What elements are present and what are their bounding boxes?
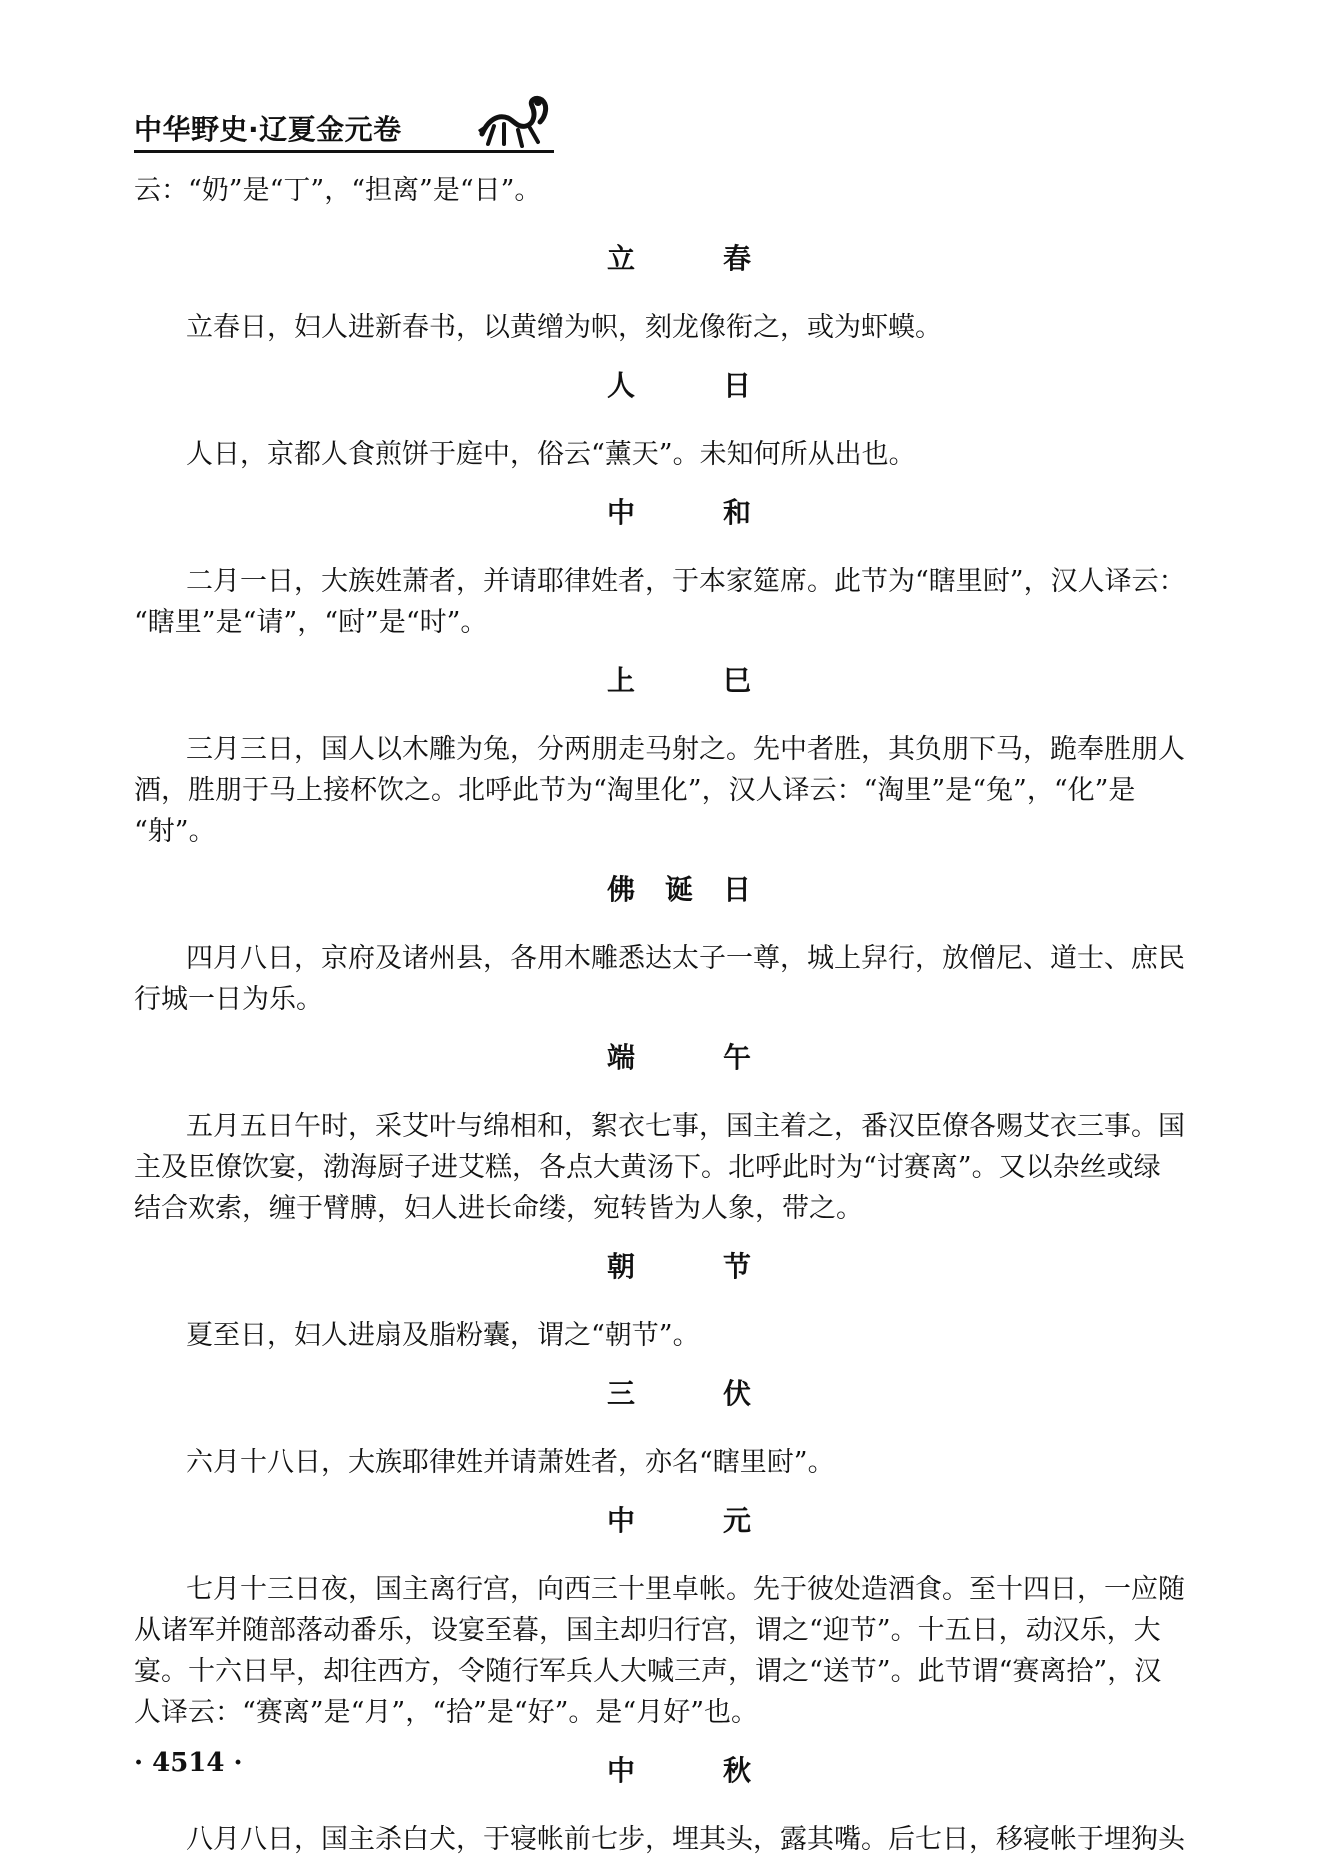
section-heading: 中 元 bbox=[606, 1504, 781, 1537]
section-heading: 人 日 bbox=[606, 369, 781, 402]
dragon-emblem-icon bbox=[474, 90, 552, 148]
header-rule bbox=[134, 150, 554, 153]
text-line: 行城一日为乐。 bbox=[134, 984, 323, 1015]
text-line: 四月八日，京府及诸州县，各用木雕悉达太子一尊，城上舁行，放僧尼、道士、庶民 bbox=[186, 943, 1185, 974]
text-line: 宴。十六日早，却往西方，令随行军兵人大喊三声，谓之“送节”。此节谓“赛离拾”，汉 bbox=[134, 1656, 1162, 1687]
section-paragraph bbox=[134, 307, 1224, 348]
section-heading: 佛诞日 bbox=[606, 873, 781, 906]
text-line: 人日，京都人食煎饼于庭中，俗云“薰天”。未知何所从出也。 bbox=[186, 439, 916, 470]
text-line: 七月十三日夜，国主离行宫，向西三十里卓帐。先于彼处造酒食。至十四日，一应随 bbox=[186, 1574, 1185, 1605]
section-heading: 中 和 bbox=[606, 496, 781, 529]
intro-line: 云：“奶”是“丁”，“担离”是“日”。 bbox=[134, 175, 542, 206]
section-paragraph bbox=[134, 1819, 1224, 1860]
section-heading: 中 秋 bbox=[606, 1754, 781, 1787]
sections-container bbox=[134, 239, 1224, 1860]
section-paragraph bbox=[134, 561, 1224, 643]
text-line: 立春日，妇人进新春书，以黄缯为帜，刻龙像衔之，或为虾蟆。 bbox=[186, 312, 942, 343]
text-line: 从诸军并随部落动番乐，设宴至暮，国主却归行宫，谓之“迎节”。十五日，动汉乐，大 bbox=[134, 1615, 1161, 1646]
section-paragraph bbox=[134, 1315, 1224, 1356]
page-content bbox=[134, 170, 1224, 1860]
text-line: 三月三日，国人以木雕为兔，分两朋走马射之。先中者胜，其负朋下马，跪奉胜朋人 bbox=[186, 734, 1185, 765]
section-heading: 上 巳 bbox=[606, 664, 781, 697]
text-line: “瞎里”是“请”，“尀”是“时”。 bbox=[134, 607, 488, 638]
text-line: “射”。 bbox=[134, 816, 216, 847]
section-paragraph bbox=[134, 1442, 1224, 1483]
section-heading: 端 午 bbox=[606, 1041, 781, 1074]
section-heading: 朝 节 bbox=[606, 1250, 781, 1283]
text-line: 六月十八日，大族耶律姓并请萧姓者，亦名“瞎里尀”。 bbox=[186, 1447, 835, 1478]
header-title: 中华野史·辽夏金元卷 bbox=[134, 113, 402, 146]
text-line: 五月五日午时，采艾叶与绵相和，絮衣七事，国主着之，番汉臣僚各赐艾衣三事。国 bbox=[186, 1111, 1185, 1142]
text-line: 结合欢索，缠于臂膊，妇人进长命缕，宛转皆为人象，带之。 bbox=[134, 1193, 863, 1224]
text-line: 夏至日，妇人进扇及脂粉囊，谓之“朝节”。 bbox=[186, 1320, 700, 1351]
section-heading: 三 伏 bbox=[606, 1377, 781, 1410]
section-paragraph bbox=[134, 434, 1224, 475]
section-heading: 立 春 bbox=[606, 242, 781, 275]
running-header bbox=[134, 86, 554, 156]
section-paragraph bbox=[134, 729, 1224, 852]
text-line: 酒，胜朋于马上接杯饮之。北呼此节为“淘里化”，汉人译云：“淘里”是“兔”，“化”是 bbox=[134, 775, 1136, 806]
page-number: · 4514 · bbox=[134, 1748, 243, 1778]
text-line: 主及臣僚饮宴，渤海厨子进艾糕，各点大黄汤下。北呼此时为“讨赛离”。又以杂丝或绿 bbox=[134, 1152, 1161, 1183]
section-paragraph bbox=[134, 938, 1224, 1020]
text-line: 八月八日，国主杀白犬，于寝帐前七步，埋其头，露其嘴。后七日，移寝帐于埋狗头 bbox=[186, 1824, 1185, 1855]
text-line: 二月一日，大族姓萧者，并请耶律姓者，于本家筵席。此节为“瞎里尀”，汉人译云： bbox=[186, 566, 1186, 597]
section-paragraph bbox=[134, 1569, 1224, 1733]
text-line: 人译云：“赛离”是“月”，“拾”是“好”。是“月好”也。 bbox=[134, 1697, 759, 1728]
section-paragraph bbox=[134, 1106, 1224, 1229]
